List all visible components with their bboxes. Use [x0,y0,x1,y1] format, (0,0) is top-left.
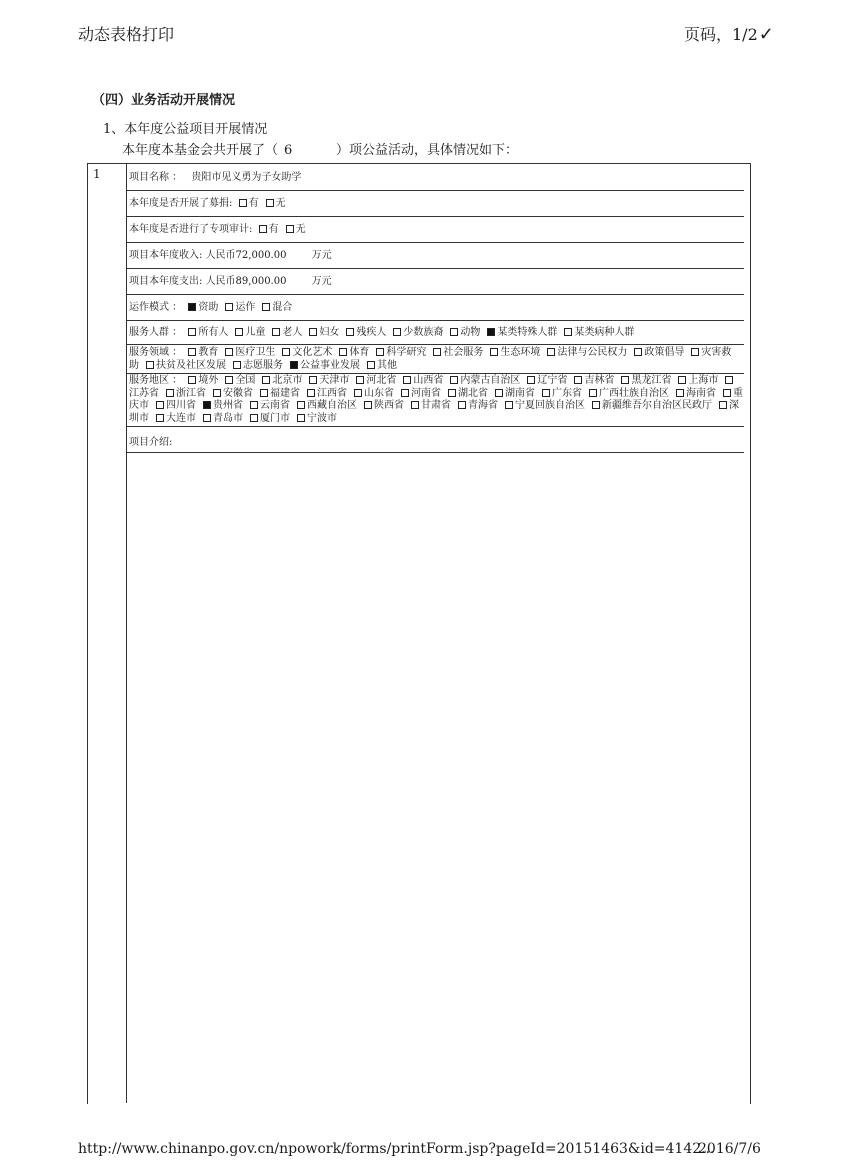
option-item [256,224,279,235]
unchecked-box-icon [225,303,233,311]
option-item [247,400,290,411]
option-label: 残疾人 [356,327,387,338]
option-label: 生态环境 [500,347,541,358]
row-service-field [126,345,744,374]
unchecked-box-icon [676,389,684,397]
option-label: 法律与公民权力 [557,347,628,358]
option-item [185,347,218,358]
row-expense [126,269,744,295]
unchecked-box-icon [411,401,419,409]
print-title: 动态表格打印 [78,25,175,44]
unchecked-box-icon [678,376,686,384]
option-label: 全国 [235,375,256,386]
option-item [373,347,426,358]
option-label: 宁波市 [307,412,337,424]
row-service-region [126,374,744,427]
option-item [222,302,255,313]
option-label: 广东省 [552,387,582,399]
option-item [502,400,585,411]
option-label: 湖南省 [505,387,535,399]
option-label: 体育 [349,347,370,358]
option-item [400,375,443,386]
unchecked-box-icon [188,348,196,356]
option-label: 医疗卫生 [235,347,276,358]
option-item [351,388,394,399]
unchecked-box-icon [450,328,458,336]
option-label: 少数族裔 [403,327,444,338]
unchecked-box-icon [235,328,243,336]
option-label: 天津市 [319,375,350,386]
option-label: 甘肃省 [421,400,451,411]
option-label: 浙江省 [176,387,206,399]
option-item [618,375,671,386]
unchecked-box-icon [364,401,372,409]
audit-label: 本年度是否进行了专项审计: [129,224,253,235]
unchecked-box-icon [403,376,411,384]
unchecked-box-icon [282,348,290,356]
row-population [126,321,744,345]
sub-title: 1、本年度公益项目开展情况 [103,122,268,137]
count-sentence: 本年度本基金会共开展了（ 6 ）项公益活动，具体情况如下： [122,143,519,158]
option-label: 资助 [198,302,219,313]
option-item [571,375,614,386]
unchecked-box-icon [367,361,375,369]
option-item [185,375,218,386]
option-label: 陕西省 [374,400,404,411]
option-item [561,327,634,338]
unchecked-box-icon [354,389,362,397]
option-label: 福建省 [270,387,300,399]
option-item [336,347,369,358]
option-item [279,347,332,358]
option-label: 贵州省 [213,400,243,411]
intro-label: 项目介绍: [129,437,173,448]
option-item [361,400,404,411]
row-project-name [126,166,744,191]
project-name-value: 贵阳市见义勇为子女助学 [191,172,302,183]
option-label: 科学研究 [386,347,427,358]
project-name-label: 项目名称 ： [129,172,183,183]
checked-box-icon [290,361,298,369]
income-unit: 万元 [311,250,332,261]
section-title: （四）业务活动开展情况 [92,93,236,108]
option-item [153,413,196,424]
option-label: 妇女 [319,327,340,338]
unchecked-box-icon [262,303,270,311]
unchecked-box-icon [146,361,154,369]
option-item [390,327,443,338]
footer-date: 2016/7/6 [698,1141,761,1157]
option-item [247,413,290,424]
option-item [539,388,582,399]
option-item [455,400,498,411]
unchecked-box-icon [725,376,733,384]
income-label: 项目本年度收入: [129,250,203,261]
unchecked-box-icon [433,348,441,356]
unchecked-box-icon [250,401,258,409]
unchecked-box-icon [156,414,164,422]
checked-box-icon [203,401,211,409]
option-item [259,375,302,386]
option-item [675,375,718,386]
unchecked-box-icon [166,389,174,397]
option-label: 新疆维吾尔自治区民政厅 [602,400,712,411]
unchecked-box-icon [203,414,211,422]
option-item [487,347,540,358]
option-label: 河南省 [411,387,441,399]
option-item [263,198,286,209]
option-item [269,327,302,338]
unchecked-box-icon [250,414,258,422]
option-item [306,327,339,338]
option-label: 混合 [272,302,293,313]
option-item [185,327,228,338]
option-label: 青岛市 [213,412,243,424]
option-label: 文化艺术 [292,347,333,358]
unchecked-box-icon [450,376,458,384]
expense-unit: 万元 [311,276,332,287]
option-item [259,302,292,313]
unchecked-box-icon [225,376,233,384]
unchecked-box-icon [723,389,731,397]
option-item [236,198,259,209]
checked-box-icon [487,328,495,336]
option-label: 公益事业发展 [300,359,360,371]
audit-options [256,224,310,235]
income-value: 人民币72,000.00 [205,250,287,261]
region-options [129,375,743,424]
unchecked-box-icon [346,328,354,336]
unchecked-box-icon [719,401,727,409]
option-label: 河北省 [366,375,397,386]
option-label: 境外 [198,375,219,386]
unchecked-box-icon [691,348,699,356]
option-item [631,347,684,358]
option-label: 西藏自治区 [307,400,357,411]
row-number: 1 [93,167,101,181]
option-label: 政策倡导 [644,347,685,358]
option-label: 某类特殊人群 [497,327,558,338]
option-item [200,413,243,424]
field-options [129,347,731,371]
check-mark-icon: ✓ [758,24,774,45]
option-item [222,375,255,386]
option-item [257,388,300,399]
option-item [210,388,253,399]
row-fundraising [126,191,744,217]
option-label: 无 [295,224,306,235]
option-item [408,400,451,411]
unchecked-box-icon [542,389,550,397]
option-label: 广西壮族自治区 [599,387,669,399]
expense-label: 项目本年度支出: [129,276,203,287]
option-label: 无 [275,198,286,209]
unchecked-box-icon [156,401,164,409]
unchecked-box-icon [356,376,364,384]
option-label: 山西省 [413,375,444,386]
option-label: 动物 [460,327,481,338]
option-label: 社会服务 [443,347,484,358]
unchecked-box-icon [458,401,466,409]
option-item [673,388,716,399]
option-label: 江西省 [317,387,347,399]
option-item [430,347,483,358]
region-label: 服务地区 ： [129,375,183,386]
unchecked-box-icon [309,376,317,384]
unchecked-box-icon [495,389,503,397]
population-options [185,327,638,338]
option-label: 扶贫及社区发展 [156,359,226,371]
unchecked-box-icon [262,376,270,384]
unchecked-box-icon [574,376,582,384]
unchecked-box-icon [339,348,347,356]
option-item [200,400,243,411]
unchecked-box-icon [309,328,317,336]
footer-url: http://www.chinanpo.gov.cn/npowork/forms/printForm.jsp?pageId=20151463&id=4142... [78,1141,715,1157]
option-item [222,347,275,358]
option-label: 青海省 [468,400,498,411]
unchecked-box-icon [297,401,305,409]
option-label: 老人 [282,327,303,338]
unchecked-box-icon [393,328,401,336]
option-label: 所有人 [198,327,229,338]
option-label: 深圳市 [129,400,739,424]
option-label: 云南省 [260,400,290,411]
unchecked-box-icon [376,348,384,356]
row-audit [126,217,744,243]
unchecked-box-icon [225,348,233,356]
population-label: 服务人群 ： [129,327,183,338]
unchecked-box-icon [547,348,555,356]
option-item [353,375,396,386]
expense-value: 人民币89,000.00 [205,276,287,287]
fundraising-options [236,198,290,209]
option-item [143,360,226,371]
unchecked-box-icon [634,348,642,356]
unchecked-box-icon [448,389,456,397]
unchecked-box-icon [621,376,629,384]
option-item [484,327,557,338]
option-item [185,302,218,313]
option-item [447,375,520,386]
option-label: 黑龙江省 [631,375,672,386]
unchecked-box-icon [307,389,315,397]
option-label: 厦门市 [260,412,290,424]
option-label: 内蒙古自治区 [460,375,521,386]
unchecked-box-icon [213,389,221,397]
option-label: 某类病种人群 [574,327,635,338]
unchecked-box-icon [564,328,572,336]
option-label: 湖北省 [458,387,488,399]
option-item [343,327,386,338]
checked-box-icon [188,303,196,311]
row-project-intro [126,433,744,453]
unchecked-box-icon [505,401,513,409]
page-number: 页码，1/2✓ [684,24,774,45]
option-label: 北京市 [272,375,303,386]
option-label: 安徽省 [223,387,253,399]
option-label: 四川省 [166,400,196,411]
option-item [163,388,206,399]
unchecked-box-icon [188,376,196,384]
option-label: 运作 [235,302,256,313]
activity-count: 6 [284,143,293,158]
option-item [230,360,283,371]
option-label: 江苏省 [129,387,159,399]
option-label: 宁夏回族自治区 [515,400,585,411]
option-item [294,413,337,424]
option-label: 辽宁省 [537,375,568,386]
option-label: 吉林省 [584,375,615,386]
option-item [306,375,349,386]
option-label: 山东省 [364,387,394,399]
option-item [589,400,712,411]
option-item [283,224,306,235]
option-item [287,360,360,371]
option-label: 有 [268,224,279,235]
option-label: 教育 [198,347,219,358]
fundraising-label: 本年度是否开展了募捐: [129,198,233,209]
option-item [294,400,357,411]
option-label: 重庆市 [129,387,743,411]
unchecked-box-icon [260,389,268,397]
option-item [524,375,567,386]
option-label: 志愿服务 [243,359,283,371]
option-item [304,388,347,399]
unchecked-box-icon [259,225,267,233]
unchecked-box-icon [401,389,409,397]
option-item [447,327,480,338]
unchecked-box-icon [239,199,247,207]
option-label: 上海市 [688,375,719,386]
unchecked-box-icon [272,328,280,336]
unchecked-box-icon [589,389,597,397]
option-item [445,388,488,399]
field-label: 服务领域 ： [129,347,183,358]
unchecked-box-icon [527,376,535,384]
option-label: 有 [248,198,259,209]
option-item [364,360,397,371]
option-label: 海南省 [686,387,716,399]
row-income [126,243,744,269]
option-item [232,327,265,338]
option-label: 灾害救助 [129,347,732,371]
option-item [544,347,627,358]
unchecked-box-icon [490,348,498,356]
option-label: 其他 [377,359,397,371]
mode-label: 运作模式 ： [129,302,183,313]
unchecked-box-icon [286,225,294,233]
option-label: 儿童 [245,327,266,338]
unchecked-box-icon [266,199,274,207]
option-item [492,388,535,399]
option-item [153,400,196,411]
unchecked-box-icon [188,328,196,336]
option-label: 大连市 [166,412,196,424]
unchecked-box-icon [592,401,600,409]
option-item [586,388,669,399]
option-item [398,388,441,399]
unchecked-box-icon [233,361,241,369]
unchecked-box-icon [297,414,305,422]
row-operation-mode [126,295,744,321]
mode-options [185,302,296,313]
